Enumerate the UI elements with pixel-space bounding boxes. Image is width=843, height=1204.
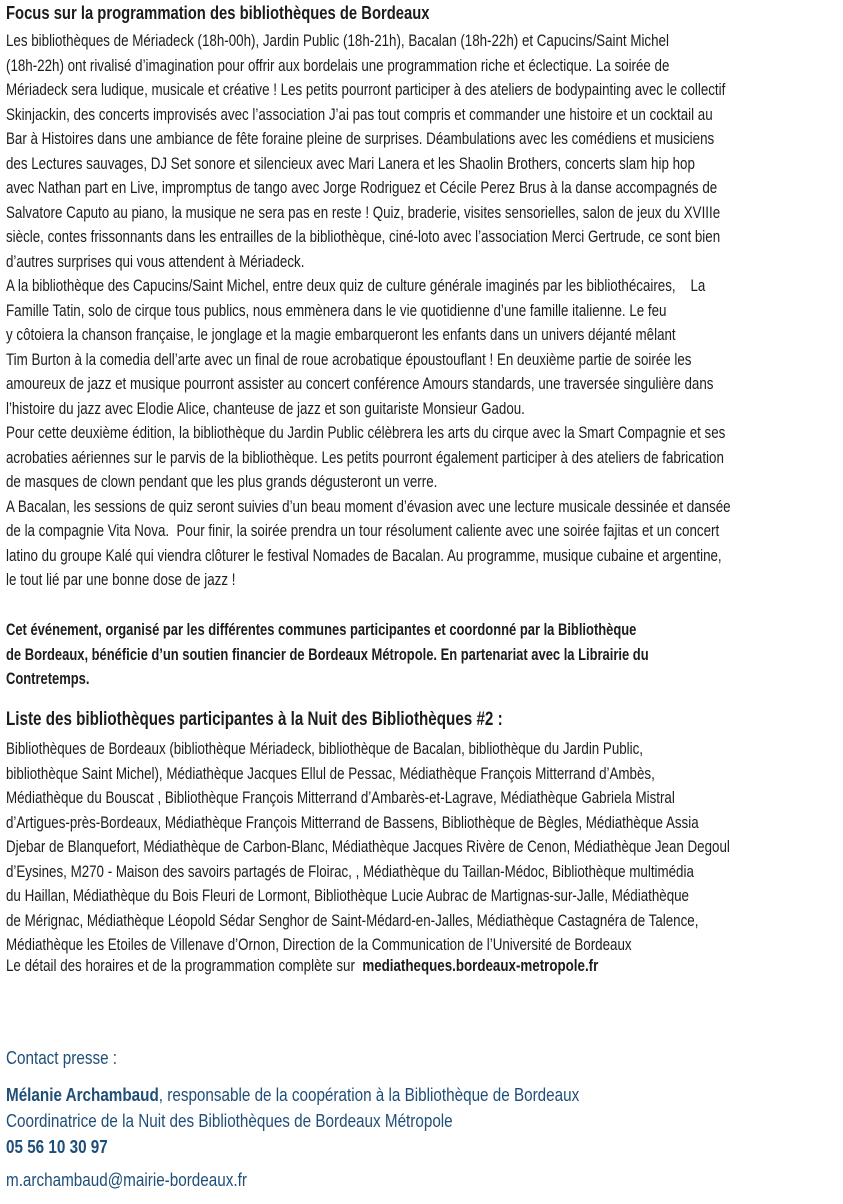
focus-line: de la compagnie Vita Nova. Pour finir, la soirée prendra un tour résolument caliente avec une soirée fajitas et un concert (6, 522, 720, 540)
focus-line: le tout lié par une bonne dose de jazz ! (6, 571, 236, 589)
libraries-line: du Haillan, Médiathèque du Bois Fleuri de Lormont, Bibliothèque Lucie Aubrac de Martignas-sur-Jalle, Médiathèque (6, 887, 689, 905)
contact-phone (6, 1137, 108, 1157)
libraries-line: Médiathèque du Bouscat , Bibliothèque François Mitterrand d’Ambarès-et-Lagrave, Médiathèque Gabriela Mistral (6, 789, 675, 807)
focus-line: latino du groupe Kalé qui viendra clôturer le festival Nomades de Bacalan. Au programme, musique cubaine et argentine, (6, 546, 722, 565)
focus-line: A la bibliothèque des Capucins/Saint Michel, entre deux quiz de culture générale imaginés par les bibliothécaires, La (6, 277, 706, 295)
libraries-line: Bibliothèques de Bordeaux (bibliothèque Mériadeck, bibliothèque de Bacalan, bibliothèque du Jardin Public, (6, 740, 644, 758)
libraries-line: bibliothèque Saint Michel), Médiathèque Jacques Ellul de Pessac, Médiathèque François Mitterrand d’Ambès, (6, 764, 655, 783)
details-line (6, 956, 598, 976)
focus-line: de masques de clown pendant que les plus grands dégusteront un verre. (6, 473, 438, 491)
focus-line: Salvatore Caputo au piano, la musique ne sera pas en reste ! Quiz, braderie, visites sensorielles, salon de jeux du XVIIIe (6, 203, 721, 222)
contact-email[interactable]: m.archambaud@mairie-bordeaux.fr (6, 1169, 247, 1190)
libraries-line: de Mérignac, Médiathèque Léopold Sédar Senghor de Saint-Médard-en-Jalles, Médiathèque Castagnéra de Talence, (6, 911, 699, 930)
focus-line: amoureux de jazz et musique pourront assister au concert conférence Amours standards, une traversée singulière dans (6, 375, 714, 393)
focus-title: Focus sur la programmation des bibliothèques de Bordeaux (6, 2, 430, 23)
sponsor-line: Cet événement, organisé par les différentes communes participantes et coordonné par la Bibliothèque (6, 621, 637, 639)
contact-role-2: Coordinatrice de la Nuit des Bibliothèques de Bordeaux Métropole (6, 1110, 453, 1131)
contact-role: , responsable de la coopération à la Bibliothèque de Bordeaux (158, 1084, 580, 1105)
sponsor-line: de Bordeaux, bénéficie d’un soutien financier de Bordeaux Métropole. En partenariat avec la Librairie du (6, 645, 649, 664)
details-text: Le détail des horaires et de la programmation complète sur (6, 957, 363, 975)
focus-line: des Lectures sauvages, DJ Set sonore et silencieux avec Mari Lanera et les Shaolin Brothers, concerts slam hip hop (6, 154, 695, 173)
focus-line: Skinjackin, des concerts improvisés avec l’association J’ai pas tout compris et commander une histoire et un cocktail au (6, 105, 713, 124)
focus-line: y côtoiera la chanson française, le jonglage et la magie embarqueront les enfants dans un univers déjanté mêlant (6, 326, 676, 344)
details-link[interactable]: mediatheques.bordeaux-metropole.fr (362, 957, 599, 975)
focus-line: Tim Burton à la comedia dell’arte avec un final de roue acrobatique époustouflant ! En deuxième partie de soirée les (6, 350, 692, 369)
focus-line: Mériadeck sera ludique, musicale et créative ! Les petits pourront participer à des ateliers de bodypainting avec le collectif (6, 81, 726, 99)
sponsor-line: Contretemps. (6, 670, 90, 688)
focus-line: Bar à Histoires dans une ambiance de fête foraine pleine de surprises. Déambulations avec les comédiens et musiciens (6, 130, 715, 148)
focus-line: d’autres surprises qui vous attendent à Mériadeck. (6, 252, 305, 271)
libraries-line: Djebar de Blanquefort, Médiathèque de Carbon-Blanc, Médiathèque Jacques Rivère de Cenon, Médiathèque Jean Degoul (6, 838, 730, 856)
contact-name: Mélanie Archambaud (6, 1084, 159, 1105)
focus-line: acrobaties aériennes sur le parvis de la bibliothèque. Les petits pourront également participer à des ateliers de fabrication (6, 448, 724, 467)
focus-line: A Bacalan, les sessions de quiz seront suivies d’un beau moment d’évasion avec une lecture musicale dessinée et dansée (6, 497, 731, 516)
focus-line: Famille Tatin, solo de cirque tous publics, nous emmènera dans le vie quotidienne d’une famille italienne. Le feu (6, 301, 667, 320)
libraries-line: d’Eysines, M270 - Maison des savoirs partagés de Floirac, , Médiathèque du Taillan-Médoc, Bibliothèque multimédia (6, 862, 694, 881)
focus-line: siècle, contes frissonnants dans les entrailles de la bibliothèque, ciné-loto avec l’association Merci Gertrude, ce sont bien (6, 228, 721, 246)
focus-line: avec Nathan part en Live, impromptus de tango avec Jorge Rodriguez et Cécile Perez Brus à la danse accompagnés de (6, 179, 718, 197)
libraries-line: d’Artigues-près-Bordeaux, Médiathèque François Mitterrand de Bassens, Bibliothèque de Bègles, Médiathèque Assia (6, 813, 699, 832)
libraries-line: Médiathèque les Etoiles de Villenave d’Ornon, Direction de la Communication de l’Université de Bordeaux (6, 936, 632, 954)
contact-phone-number: 05 56 10 30 97 (6, 1136, 108, 1157)
focus-line: l’histoire du jazz avec Elodie Alice, chanteuse de jazz et son guitariste Monsieur Gadou. (6, 399, 525, 418)
focus-line: Pour cette deuxième édition, la bibliothèque du Jardin Public célèbrera les arts du cirque avec la Smart Compagnie et ses (6, 424, 726, 442)
contact-label: Contact presse : (6, 1047, 118, 1068)
libraries-heading: Liste des bibliothèques participantes à la Nuit des Bibliothèques #2 : (6, 709, 503, 730)
focus-line: Les bibliothèques de Mériadeck (18h-00h), Jardin Public (18h-21h), Bacalan (18h-22h) et Capucins/Saint Michel (6, 32, 669, 50)
focus-line: (18h-22h) ont rivalisé d’imagination pour offrir aux bordelais une programmation riche et éclectique. La soirée de (6, 56, 670, 75)
contact-name-line (6, 1085, 579, 1105)
